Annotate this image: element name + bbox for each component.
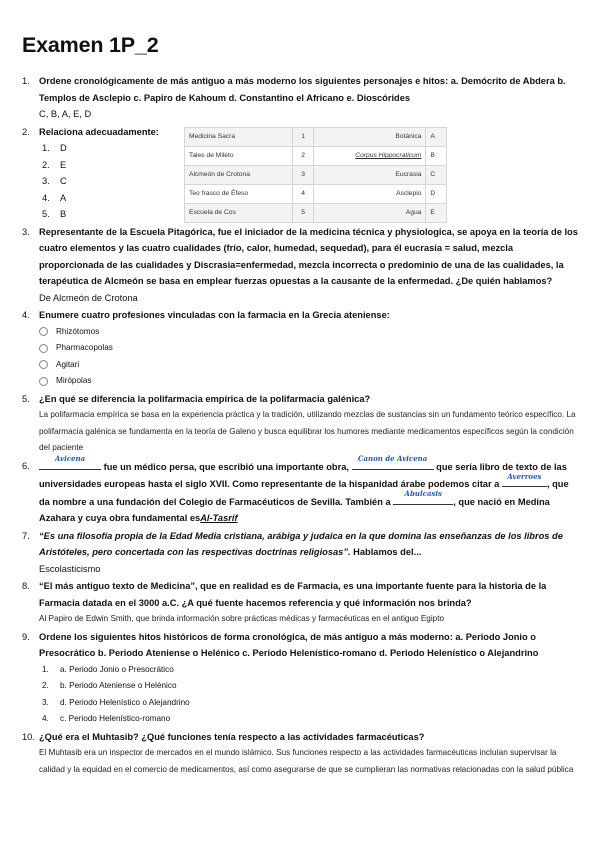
list-item: 4. A bbox=[42, 192, 67, 203]
question-5 bbox=[22, 391, 579, 457]
list-item: 1. D bbox=[42, 143, 67, 153]
table-row: Alcmeón de Crotona 3 Eucrasia C bbox=[185, 165, 447, 184]
handwritten-answer: Averroes bbox=[507, 471, 542, 481]
list-item: 3. C bbox=[42, 176, 67, 186]
answer-text: La polifarmacia empírica se basa en la experiencia práctica y la tradición, utilizando mezclas de sustancias sin un fundamento teórico específico. La polifarmacia galénica se fundamenta en la teoría de Galeno y busca equilibrar los humores mediante medicamentos específicos según la condición del paciente bbox=[39, 410, 576, 452]
question-number: 10. bbox=[22, 731, 35, 742]
question-number: 2. bbox=[22, 126, 30, 137]
handwritten-blank bbox=[39, 454, 101, 470]
relation-table bbox=[184, 127, 447, 223]
question-text: ¿En qué se diferencia la polifarmacia empírica de la polifarmacia galénica? bbox=[39, 393, 371, 404]
question-text: “Es una filosofía propia de la Edad Media cristiana, arábiga y judaica en la que domina las enseñanzas de los libros de Aristóteles, pero concertada con las respectivas doctrinas religiosas”. Hablamos del... bbox=[39, 530, 563, 557]
question-number: 5. bbox=[22, 393, 30, 404]
handwritten-blank bbox=[393, 489, 453, 505]
answer-list bbox=[39, 140, 184, 223]
radio-circle-icon bbox=[39, 344, 48, 353]
radio-circle-icon bbox=[39, 327, 48, 336]
fill-in-text: Avicena fue un médico persa, que escribió una importante obra, Canon de Avicena que sería libro de texto de las universidades europeas hasta el siglo XVII. Como representante de la hispanidad árabe podemos citar a Averroes , que da nombre a una fundación del Colegio de Farmacéuticos de Sevilla. También a Abulcasis , que nació en Medina Azahara y cuya obra fundamental esAl-Tasrif bbox=[39, 458, 579, 527]
answer-text: Al Papiro de Edwin Smith, que brinda información sobre prácticas médicas y farmacéuticas en el antiguo Egipto bbox=[39, 614, 445, 623]
list-item: 4. c. Periodo Helenístico-romano bbox=[42, 714, 171, 723]
question-text: “El más antiguo texto de Medicina”, que en realidad es de Farmacia, es una importante fuente para la historia de la Farmacia datada en el 3000 a.C. ¿A qué fuente hacemos referencia y qué información nos brinda? bbox=[39, 581, 547, 608]
question-text: Representante de la Escuela Pitagórica, fue el iniciador de la medicina técnica y physiologica, se apoya en la teoría de los cuatro elementos y las cuatro cualidades (frío, calor, humedad, sequedad), para él eucrasia = salud, mezcla proporcionada de las cualidades y Discrasia=enfermedad, mezcla incorrecta o predominio de una de las cualidades, la terapéutica de Alcmeón se basa en emplear fuerzas opuestas a la causante de la enfermedad. ¿De quién hablamos? bbox=[39, 226, 578, 286]
option-item: Mirópolas bbox=[39, 373, 579, 390]
handwritten-blank bbox=[502, 471, 547, 487]
question-10 bbox=[22, 729, 579, 779]
question-4 bbox=[22, 307, 579, 390]
question-1 bbox=[22, 73, 579, 123]
filled-answer: Al-Tasrif bbox=[200, 513, 238, 523]
table-row: Teo frasco de Éfeso 4 Asclepio D bbox=[185, 184, 447, 203]
answer-text: De Alcmeón de Crotona bbox=[39, 292, 138, 303]
list-item: 2. E bbox=[42, 159, 67, 170]
question-number: 4. bbox=[22, 310, 30, 320]
radio-circle-icon bbox=[39, 360, 48, 369]
question-text: Enumere cuatro profesiones vinculadas con la farmacia en la Grecia ateniense: bbox=[39, 310, 390, 320]
question-number: 7. bbox=[22, 530, 30, 541]
page-title: Examen 1P_2 bbox=[22, 33, 159, 57]
handwritten-answer: Avicena bbox=[54, 454, 86, 463]
question-number: 8. bbox=[22, 581, 30, 591]
question-number: 3. bbox=[22, 226, 30, 237]
handwritten-answer: Abulcasis bbox=[404, 489, 442, 498]
question-text: Ordene cronológicamente de más antiguo a más moderno los siguientes personajes e hitos: a. Demócrito de Abdera b. Templos de Asclepio c. Papiro de Kahoum d. Constantino el Africano e. Dioscórides bbox=[39, 76, 566, 103]
question-9 bbox=[22, 629, 579, 728]
question-text: ¿Qué era el Muhtasib? ¿Qué funciones tenía respecto a las actividades farmacéuticas? bbox=[39, 731, 425, 742]
handwritten-blank bbox=[352, 454, 434, 470]
question-number: 1. bbox=[22, 76, 30, 86]
question-number: 9. bbox=[22, 631, 30, 642]
answer-text: El Muhtasib era un inspector de mercados en el mundo islámico. Sus funciones respecto a las actividades farmacéuticas incluían supervisar la calidad y la equidad en el comercio de medicamentos, así como asegurarse de que se cumplieran las normativas relacionadas con la salud pública bbox=[39, 748, 574, 774]
question-7 bbox=[22, 528, 579, 578]
option-item: Rhizótomos bbox=[39, 324, 579, 341]
list-item: 3. d. Periodo Helenístico o Alejandrino bbox=[42, 697, 190, 707]
question-text: Relaciona adecuadamente: bbox=[39, 126, 159, 137]
handwritten-answer: Canon de Avicena bbox=[357, 454, 428, 463]
question-8 bbox=[22, 578, 579, 628]
list-item: 5. B bbox=[42, 209, 67, 219]
list-item: 2. b. Periodo Ateniense o Helénico bbox=[42, 681, 177, 690]
option-item: Pharmacopolas bbox=[39, 340, 579, 357]
question-number: 6. bbox=[22, 460, 30, 471]
question-2 bbox=[22, 124, 579, 223]
question-6 bbox=[22, 454, 579, 527]
table-row: Escuela de Cos 5 Agua E bbox=[185, 203, 447, 222]
option-item: Agitari bbox=[39, 357, 579, 374]
answer-text: Escolasticismo bbox=[39, 563, 101, 574]
radio-circle-icon bbox=[39, 377, 48, 386]
answer-list bbox=[39, 662, 579, 728]
question-3 bbox=[22, 224, 579, 307]
answer-text: C, B, A, E, D bbox=[39, 109, 92, 119]
question-text: Ordene los siguientes hitos históricos de forma cronológica, de más antiguo a más moderno: a. Periodo Jonio o Presocrático b. Periodo Ateniense o Helénico c. Periodo Helenístico-romano d. Periodo Helenístico o Alejandrino bbox=[39, 631, 539, 658]
table-row: Medicina Sacra 1 Botánica A bbox=[185, 127, 447, 146]
table-row: Tales de Mileto 2 Corpus Hippocraticum B bbox=[185, 146, 447, 165]
list-item: 1. a. Periodo Jonio o Presocrático bbox=[42, 664, 174, 674]
